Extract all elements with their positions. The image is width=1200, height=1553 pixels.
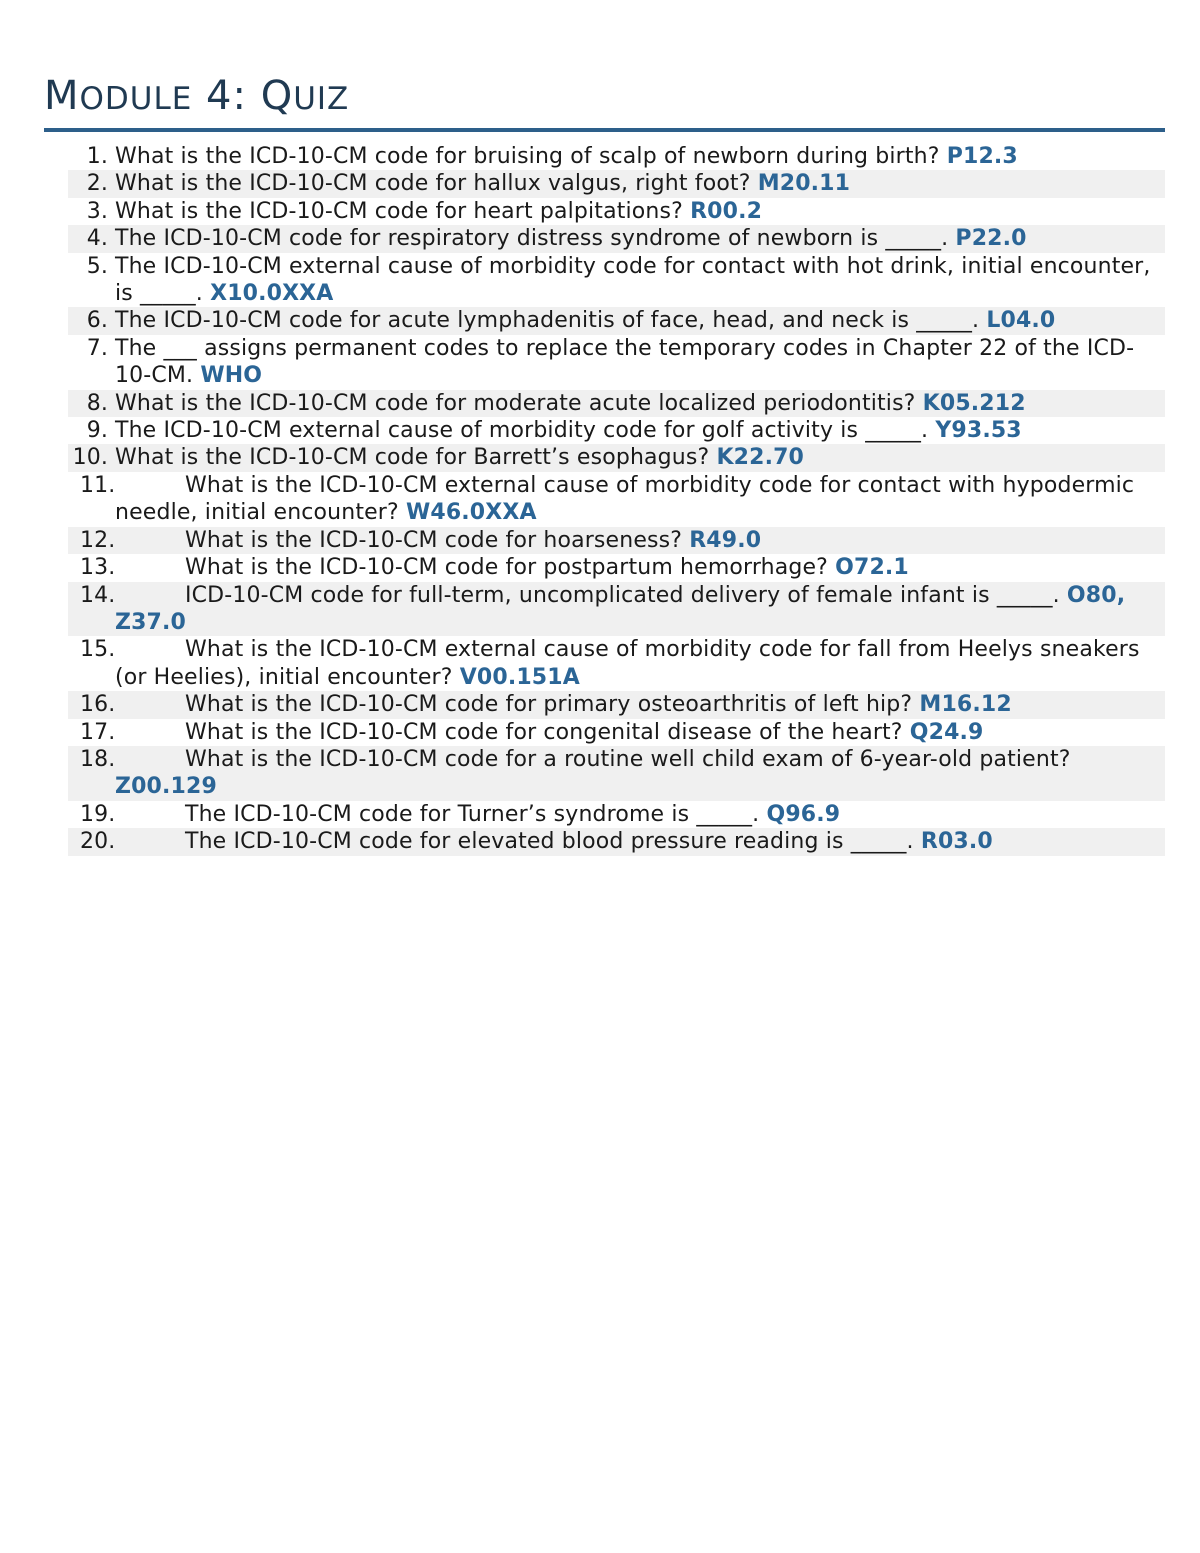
question-text: What is the ICD-10-CM code for moderate acute localized periodontitis? — [115, 390, 916, 416]
question-item-7 — [68, 335, 1165, 390]
title-module-number: 4: — [192, 73, 261, 119]
title-small-caps-odule: ODULE — [79, 81, 193, 117]
question-number: 17. — [80, 719, 116, 745]
question-number: 16. — [80, 692, 116, 718]
answer-code: Y93.53 — [935, 418, 1022, 444]
answer-code: WHO — [200, 363, 263, 389]
answer-code: O80, Z37.0 — [115, 582, 1126, 635]
question-number: 12. — [80, 527, 116, 553]
question-item-18 — [68, 746, 1165, 801]
answer-code: P12.3 — [946, 144, 1018, 169]
question-item-14 — [68, 582, 1165, 637]
question-item-6 — [68, 307, 1165, 334]
answer-code: V00.151A — [459, 664, 580, 690]
answer-code: Q96.9 — [766, 801, 841, 827]
question-item-12 — [68, 527, 1165, 554]
question-text: What is the ICD-10-CM external cause of morbidity code for contact with hypodermic needle, initial encounter? — [115, 472, 1135, 526]
question-item-13 — [68, 554, 1165, 581]
answer-code: O72.1 — [835, 555, 909, 581]
question-item-11 — [68, 472, 1165, 527]
question-number: 10. — [72, 445, 108, 471]
question-item-2 — [68, 170, 1165, 197]
question-number: 13. — [80, 555, 116, 581]
question-text: The ICD-10-CM external cause of morbidity code for contact with hot drink, initial encounter, is _____. — [115, 253, 1151, 307]
question-text: The ___ assigns permanent codes to replace the temporary codes in Chapter 22 of the ICD-10-CM. — [115, 335, 1135, 389]
title-initial-m: M — [44, 73, 80, 119]
question-number: 20. — [80, 829, 116, 855]
answer-code: W46.0XXA — [405, 500, 537, 526]
answer-code: R49.0 — [689, 527, 762, 553]
question-number: 15. — [80, 637, 116, 663]
question-item-16 — [68, 691, 1165, 718]
question-text: The ICD-10-CM external cause of morbidity code for golf activity is _____. — [115, 418, 929, 444]
question-text: The ICD-10-CM code for Turner’s syndrome is _____. — [185, 801, 760, 827]
question-number: 11. — [80, 472, 116, 498]
answer-code: Q24.9 — [909, 719, 984, 745]
question-item-10 — [68, 444, 1165, 471]
answer-code: M20.11 — [757, 171, 851, 197]
question-number: 2. — [86, 171, 108, 197]
question-number: 19. — [80, 801, 116, 827]
question-number: 7. — [86, 335, 108, 361]
question-number: 4. — [86, 226, 108, 252]
question-number: 6. — [86, 308, 108, 334]
question-text: What is the ICD-10-CM external cause of morbidity code for fall from Heelys sneakers (or Heelies), initial encounter? — [115, 637, 1140, 690]
question-text: What is the ICD-10-CM code for Barrett’s esophagus? — [115, 445, 710, 471]
question-text: ICD-10-CM code for full-term, uncomplicated delivery of female infant is _____. — [185, 582, 1060, 608]
question-text: What is the ICD-10-CM code for postpartum hemorrhage? — [185, 555, 828, 581]
title-initial-q: Q — [260, 73, 294, 119]
question-text: The ICD-10-CM code for respiratory distress syndrome of newborn is _____. — [115, 226, 949, 252]
question-item-15 — [68, 636, 1165, 691]
question-item-19 — [68, 801, 1165, 828]
answer-code: R03.0 — [920, 829, 993, 855]
question-number: 8. — [86, 390, 108, 416]
title-underline-divider — [44, 128, 1165, 132]
answer-code: K22.70 — [716, 445, 805, 471]
title-small-caps-uiz: UIZ — [293, 81, 350, 117]
question-list — [68, 143, 1165, 856]
question-number: 14. — [80, 582, 116, 608]
answer-code: K05.212 — [922, 390, 1026, 416]
question-item-5 — [68, 253, 1165, 308]
answer-code: L04.0 — [986, 308, 1056, 334]
question-item-9 — [68, 417, 1165, 444]
page-title — [44, 74, 349, 121]
answer-code: R00.2 — [690, 198, 763, 224]
answer-code: Z00.129 — [115, 774, 217, 800]
question-number: 3. — [86, 198, 108, 224]
question-item-3 — [68, 198, 1165, 225]
question-text: What is the ICD-10-CM code for heart palpitations? — [115, 198, 683, 224]
question-text: The ICD-10-CM code for elevated blood pressure reading is _____. — [185, 829, 914, 855]
question-item-4 — [68, 225, 1165, 252]
question-item-8 — [68, 390, 1165, 417]
question-item-20 — [68, 828, 1165, 855]
answer-code: P22.0 — [955, 226, 1027, 252]
answer-code: X10.0XXA — [210, 281, 334, 307]
question-item-17 — [68, 719, 1165, 746]
question-number: 1. — [86, 144, 108, 169]
question-text: What is the ICD-10-CM code for a routine well child exam of 6-year-old patient? — [185, 746, 1071, 772]
answer-code: M16.12 — [919, 692, 1012, 718]
question-text: What is the ICD-10-CM code for congenital disease of the heart? — [185, 719, 903, 745]
question-text: What is the ICD-10-CM code for hallux valgus, right foot? — [115, 171, 751, 197]
question-text: The ICD-10-CM code for acute lymphadenitis of face, head, and neck is _____. — [115, 308, 980, 334]
question-number: 18. — [80, 746, 116, 772]
question-number: 9. — [86, 418, 108, 444]
question-item-1 — [68, 143, 1165, 170]
question-number: 5. — [86, 253, 108, 279]
question-text: What is the ICD-10-CM code for hoarseness? — [185, 527, 683, 553]
question-text: What is the ICD-10-CM code for primary osteoarthritis of left hip? — [185, 692, 913, 718]
question-text: What is the ICD-10-CM code for bruising of scalp of newborn during birth? — [115, 144, 940, 169]
